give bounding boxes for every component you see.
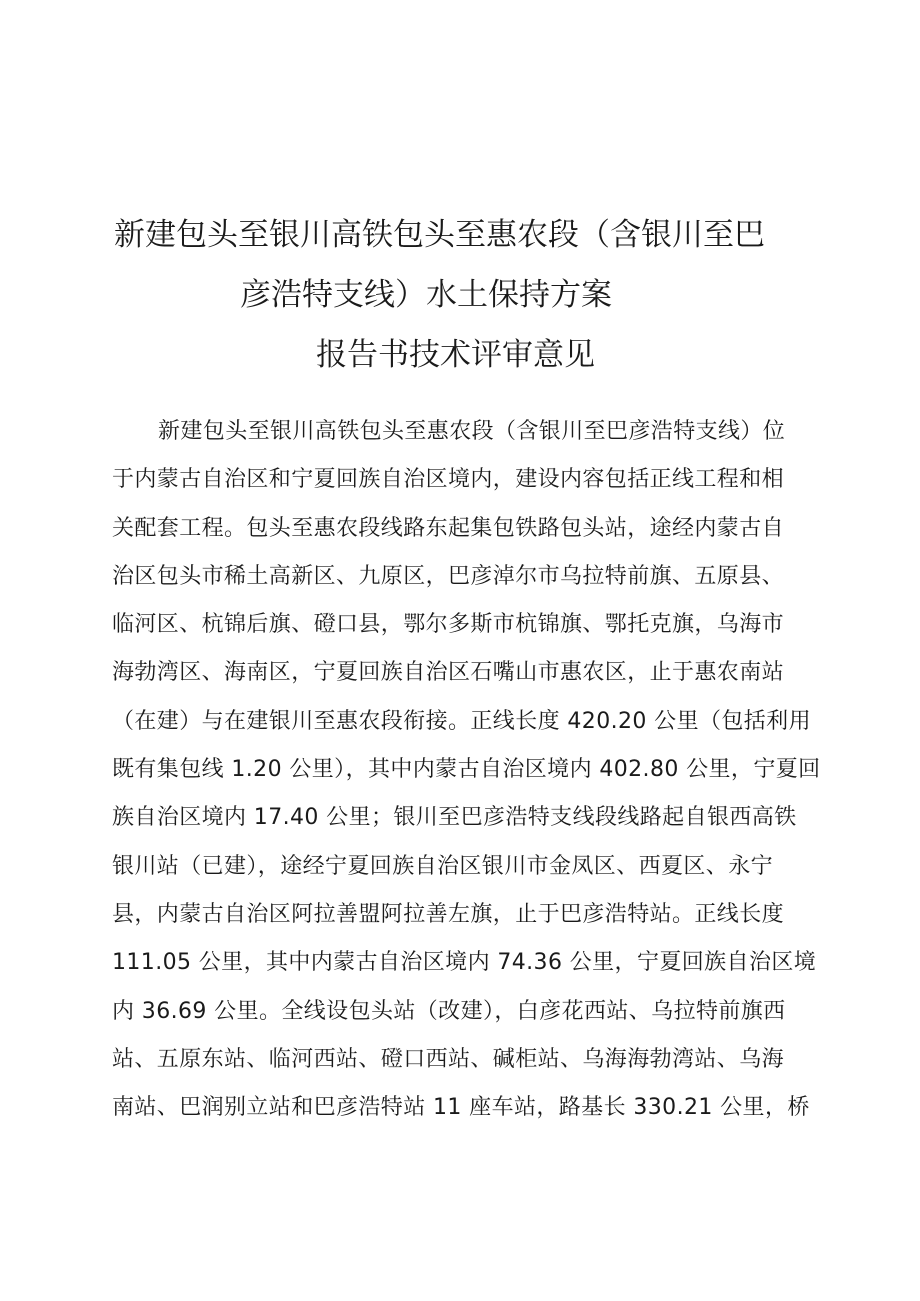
body-paragraph xyxy=(112,414,821,1138)
body-line-11: 县，内蒙古自治区阿拉善盟阿拉善左旗，止于巴彦浩特站。正线长度 xyxy=(112,901,785,927)
body-line-1: 新建包头至银川高铁包头至惠农段（含银川至巴彦浩特支线）位 xyxy=(158,419,786,444)
body-line-10: 银川站（已建），途经宁夏回族自治区银川市金凤区、西夏区、永宁 xyxy=(112,853,774,879)
body-line-13: 内 36.69 公里。全线设包头站（改建），白彦花西站、乌拉特前旗西 xyxy=(112,998,786,1024)
body-line-12: 111.05 公里，其中内蒙古自治区境内 74.36 公里，宁夏回族自治区境 xyxy=(112,950,817,976)
body-line-3: 关配套工程。包头至惠农段线路东起集包铁路包头站，途经内蒙古自 xyxy=(112,515,785,541)
body-line-2: 于内蒙古自治区和宁夏回族自治区境内，建设内容包括正线工程和相 xyxy=(112,467,785,493)
title-line-2: 彦浩特支线）水土保持方案 xyxy=(240,277,612,313)
body-line-9: 族自治区境内 17.40 公里；银川至巴彦浩特支线段线路起自银西高铁 xyxy=(112,805,797,831)
title-line-1: 新建包头至银川高铁包头至惠农段（含银川至巴 xyxy=(114,217,765,253)
body-line-15: 南站、巴润别立站和巴彦浩特站 11 座车站，路基长 330.21 公里，桥 xyxy=(112,1095,810,1121)
body-line-8: 既有集包线 1.20 公里），其中内蒙古自治区境内 402.80 公里，宁夏回 xyxy=(112,757,821,783)
body-line-4: 治区包头市稀土高新区、九原区，巴彦淖尔市乌拉特前旗、五原县、 xyxy=(112,563,785,589)
body-line-14: 站、五原东站、临河西站、磴口西站、碱柜站、乌海海勃湾站、乌海 xyxy=(112,1046,785,1072)
body-line-5: 临河区、杭锦后旗、磴口县，鄂尔多斯市杭锦旗、鄂托克旗，乌海市 xyxy=(112,612,785,638)
title-line-3: 报告书技术评审意见 xyxy=(316,337,595,373)
body-line-7: （在建）与在建银川至惠农段衔接。正线长度 420.20 公里（包括利用 xyxy=(112,708,811,734)
body-line-6: 海勃湾区、海南区，宁夏回族自治区石嘴山市惠农区，止于惠农南站 xyxy=(112,660,785,686)
